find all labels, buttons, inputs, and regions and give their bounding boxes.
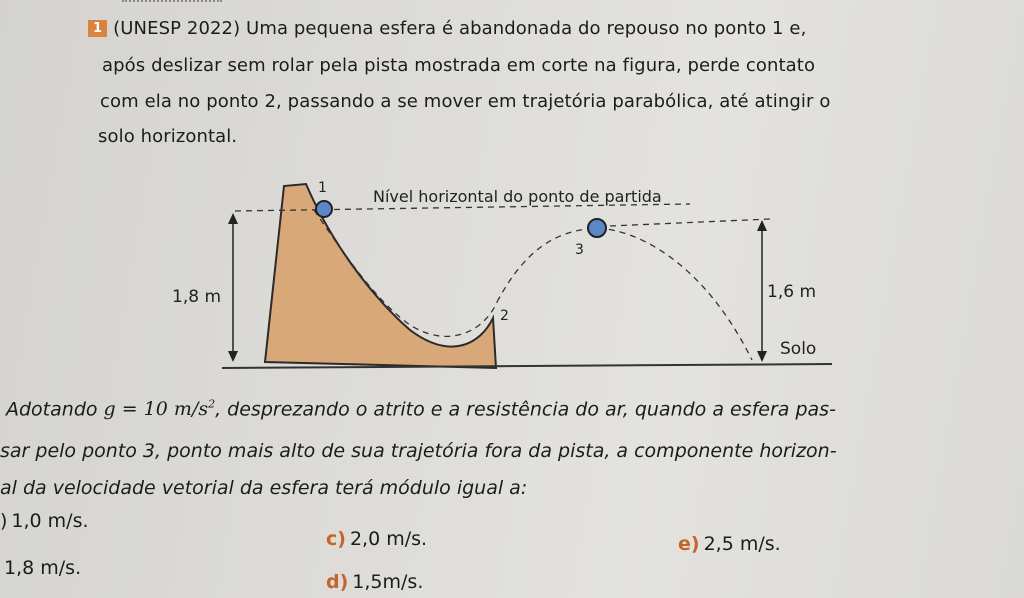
gravity-exponent: 2 xyxy=(208,398,216,411)
label-point-2: 2 xyxy=(500,308,509,324)
option-c-text: 2,0 m/s. xyxy=(349,528,428,550)
left-arrow-head-down xyxy=(228,351,238,362)
ball-point-1 xyxy=(316,201,332,217)
option-d xyxy=(326,571,423,593)
gravity-value: g = 10 m/s xyxy=(103,398,209,421)
option-e xyxy=(678,533,781,555)
label-start-level: Nível horizontal do ponto de partida xyxy=(373,187,662,206)
gravity-expression xyxy=(104,398,216,420)
option-a xyxy=(0,510,89,532)
question-line-4: solo horizontal. xyxy=(98,126,238,147)
label-point-1: 1 xyxy=(318,180,327,196)
label-ground: Solo xyxy=(780,339,817,359)
option-c-letter: c) xyxy=(326,528,346,550)
question-number: 1 xyxy=(88,20,107,37)
track-shape xyxy=(265,184,496,368)
right-arrow-head-down xyxy=(757,351,767,362)
body-line-3: al da velocidade vetorial da esfera terá módulo igual a: xyxy=(0,477,528,499)
option-d-letter: d) xyxy=(326,571,349,593)
option-d-text: 1,5m/s. xyxy=(352,571,424,593)
option-c xyxy=(326,528,427,550)
option-e-text: 2,5 m/s. xyxy=(703,533,781,555)
body-line-2: sar pelo ponto 3, ponto mais alto de sua trajetória fora da pista, a componente horizon- xyxy=(0,440,837,462)
left-arrow-head-up xyxy=(228,213,238,224)
option-a-letter: ) xyxy=(0,510,8,532)
option-e-letter: e) xyxy=(678,533,700,555)
body-line-1 xyxy=(6,398,836,420)
option-b-text: 1,8 m/s. xyxy=(4,557,82,579)
right-arrow-head-up xyxy=(757,220,767,231)
question-line-2: após deslizar sem rolar pela pista mostrada em corte na figura, perde contato xyxy=(102,55,816,76)
body-line-1-pre: Adotando xyxy=(6,398,104,421)
question-text-1: (UNESP 2022) Uma pequena esfera é abandonada do repouso no ponto 1 e, xyxy=(113,18,807,39)
apex-level-line xyxy=(610,219,770,226)
label-height-right: 1,6 m xyxy=(767,282,816,302)
parabola-path xyxy=(497,228,752,360)
question-line-3: com ela no ponto 2, passando a se mover em trajetória parabólica, até atingir o xyxy=(100,91,831,112)
option-a-text: 1,0 m/s. xyxy=(11,510,89,532)
ground-line xyxy=(222,364,832,368)
ball-point-3 xyxy=(588,219,606,237)
label-height-left: 1,8 m xyxy=(172,287,221,307)
label-point-3: 3 xyxy=(575,242,584,258)
body-line-1-post: , desprezando o atrito e a resistência do ar, quando a esfera pas- xyxy=(215,398,836,421)
option-b xyxy=(4,557,81,579)
